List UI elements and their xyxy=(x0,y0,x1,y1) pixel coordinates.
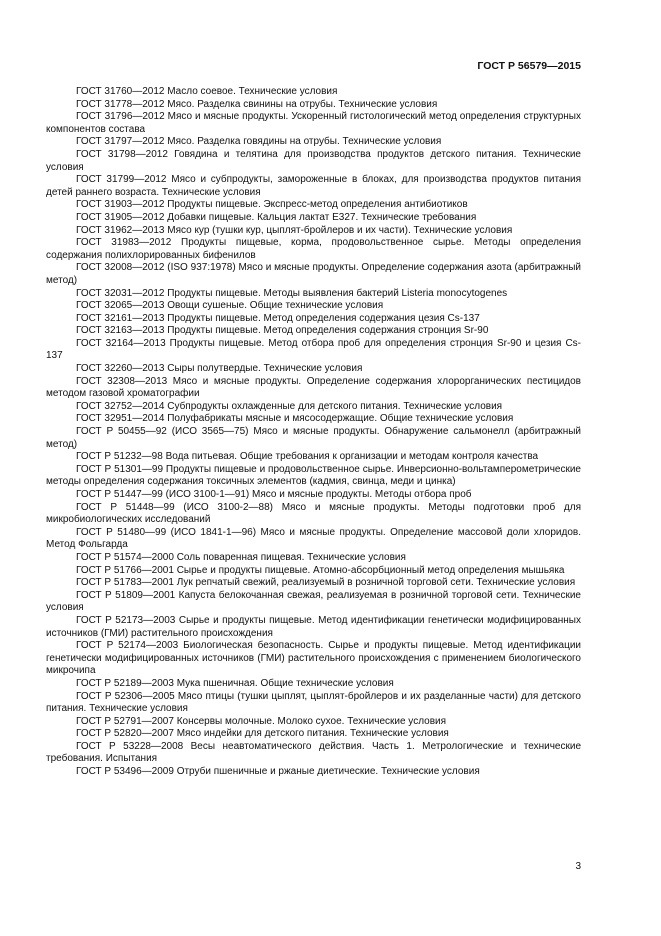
list-item: ГОСТ 31778—2012 Мясо. Разделка свинины на отрубы. Технические условия xyxy=(76,98,438,110)
page-number: 3 xyxy=(575,861,581,872)
list-item: ГОСТ 32161—2013 Продукты пищевые. Метод определения содержания цезия Cs-137 xyxy=(76,312,480,324)
list-item: ГОСТ Р 52820—2007 Мясо индейки для детского питания. Технические условия xyxy=(76,728,449,740)
list-item: ГОСТ Р 52791—2007 Консервы молочные. Молоко сухое. Технические условия xyxy=(76,715,447,727)
list-item: ГОСТ 31760—2012 Масло соевое. Технические условия xyxy=(76,86,338,97)
list-item: ГОСТ 32164—2013 Продукты пищевые. Метод отбора проб для определения стронция Sr-90 и цезия Cs-137 xyxy=(46,337,581,362)
list-item: ГОСТ 32752—2014 Субпродукты охлажденные для детского питания. Технические условия xyxy=(76,400,503,412)
list-item: ГОСТ 32260—2013 Сыры полутвердые. Технические условия xyxy=(76,363,363,375)
list-item: ГОСТ 31799—2012 Мясо и субпродукты, замороженные в блоках, для производства продуктов питания детей раннего возраста. Технические условия xyxy=(46,174,581,198)
list-item: ГОСТ Р 51301—99 Продукты пищевые и продовольственное сырье. Инверсионно-вольтамперометрические методы определения содержания токсичных элементов (кадмия, свинца, меди и цинка) xyxy=(46,463,581,488)
list-item: ГОСТ 31903—2012 Продукты пищевые. Экспресс-метод определения антибиотиков xyxy=(76,199,468,211)
list-item: ГОСТ Р 51480—99 (ИСО 1841-1—96) Мясо и мясные продукты. Определение массовой доли хлоридов. Метод Фольгарда xyxy=(46,526,581,551)
list-item: ГОСТ Р 51574—2000 Соль поваренная пищевая. Технические условия xyxy=(76,551,406,563)
list-item: ГОСТ Р 51232—98 Вода питьевая. Общие требования к организации и методам контроля качества xyxy=(76,451,539,463)
list-item: ГОСТ Р 51448—99 (ИСО 3100-2—88) Мясо и мясные продукты. Методы подготовки проб для микробиологических исследований xyxy=(46,501,581,526)
list-item: ГОСТ 31796—2012 Мясо и мясные продукты. Ускоренный гистологический метод определения структурных компонентов состава xyxy=(46,111,581,135)
list-item: ГОСТ Р 51447—99 (ИСО 3100-1—91) Мясо и мясные продукты. Методы отбора проб xyxy=(76,489,472,500)
list-item: ГОСТ 32065—2013 Овощи сушеные. Общие технические условия xyxy=(76,300,384,312)
list-item: ГОСТ Р 53496—2009 Отруби пшеничные и ржаные диетические. Технические условия xyxy=(76,766,480,778)
list-item: ГОСТ Р 52306—2005 Мясо птицы (тушки цыплят, цыплят-бройлеров и их разделанные части) для детского питания. Технические условия xyxy=(46,690,581,715)
list-item: ГОСТ Р 51783—2001 Лук репчатый свежий, реализуемый в розничной торговой сети. Технические условия xyxy=(76,577,576,589)
document-header: ГОСТ Р 56579—2015 xyxy=(477,60,581,72)
list-item: ГОСТ Р 51809—2001 Капуста белокочанная свежая, реализуемая в розничной торговой сети. Технические условия xyxy=(46,589,581,614)
list-item: ГОСТ 31798—2012 Говядина и телятина для производства продуктов детского питания. Технические условия xyxy=(46,148,581,173)
list-item: ГОСТ Р 51766—2001 Сырье и продукты пищевые. Атомно-абсорбционный метод определения мышьяка xyxy=(76,564,565,576)
list-item: ГОСТ 31962—2013 Мясо кур (тушки кур, цыплят-бройлеров и их части). Технические условия xyxy=(76,224,513,236)
list-item: ГОСТ 32951—2014 Полуфабрикаты мясные и мясосодержащие. Общие технические условия xyxy=(76,413,514,425)
list-item: ГОСТ 32008—2012 (ISO 937:1978) Мясо и мясные продукты. Определение содержания азота (арбитражный метод) xyxy=(46,262,581,286)
list-item: ГОСТ 32308—2013 Мясо и мясные продукты. Определение содержания хлорорганических пестицидов методом газовой хроматографии xyxy=(46,375,581,400)
list-item: ГОСТ 32163—2013 Продукты пищевые. Метод определения содержания стронция Sr-90 xyxy=(76,325,489,337)
list-item: ГОСТ 32031—2012 Продукты пищевые. Методы выявления бактерий Listeria monocytogenes xyxy=(76,287,508,299)
list-item: ГОСТ 31905—2012 Добавки пищевые. Кальция лактат E327. Технические требования xyxy=(76,211,477,223)
list-item: ГОСТ 31797—2012 Мясо. Разделка говядины на отрубы. Технические условия xyxy=(76,136,442,148)
list-item: ГОСТ Р 53228—2008 Весы неавтоматического действия. Часть 1. Метрологические и технические требования. Испытания xyxy=(46,740,581,765)
list-item: ГОСТ Р 52173—2003 Сырье и продукты пищевые. Метод идентификации генетически модифицированных источников (ГМИ) растительного происхождения xyxy=(46,614,581,639)
list-item: ГОСТ Р 52174—2003 Биологическая безопасность. Сырье и продукты пищевые. Метод идентификации генетически модифицированных источников (ГМИ) растительного происхождения с применением биологического микрочипа xyxy=(46,640,581,677)
list-item: ГОСТ 31983—2012 Продукты пищевые, корма, продовольственное сырье. Методы определения содержания полихлорированных бифенилов xyxy=(46,237,581,261)
standards-list xyxy=(46,86,581,779)
list-item: ГОСТ Р 50455—92 (ИСО 3565—75) Мясо и мясные продукты. Обнаружение сальмонелл (арбитражный метод) xyxy=(46,426,581,450)
list-item: ГОСТ Р 52189—2003 Мука пшеничная. Общие технические условия xyxy=(76,677,394,689)
